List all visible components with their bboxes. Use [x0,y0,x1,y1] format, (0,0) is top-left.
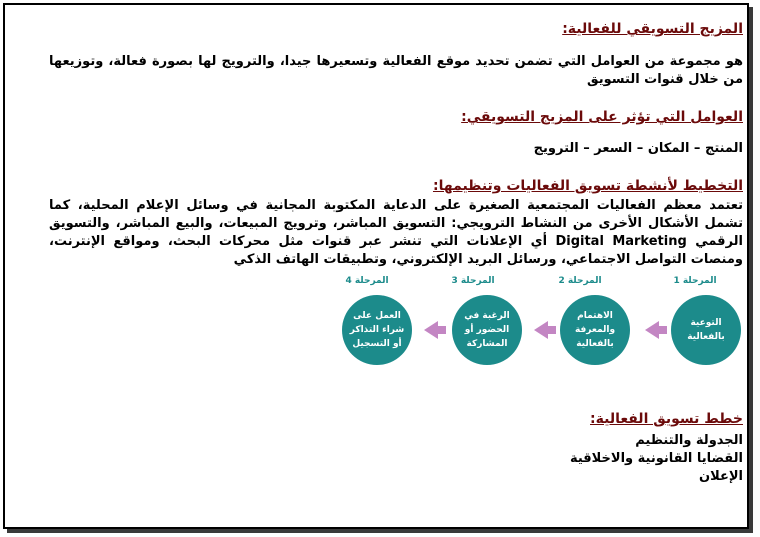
stage-3-circle: الرغبة في الحضور أو المشاركة [452,295,522,365]
factors-heading: العوامل التي تؤثر على المزيج التسويقي: [461,109,743,125]
arrow-icon [645,321,659,339]
stage-4-label: المرحلة 4 [345,276,389,286]
arrow-icon [534,321,548,339]
page-frame [3,3,749,529]
plans-item-1: الجدولة والتنظيم [635,433,743,448]
factors-list: المنتج – المكان – السعر – الترويج [533,141,743,156]
mix-heading: المزيج التسويقي للفعالية: [562,21,743,37]
arrow-icon [424,321,438,339]
planning-heading: التخطيط لأنشطة تسويق الفعاليات وتنظيمها: [432,178,743,194]
stage-1-circle: التوعية بالفعالية [671,295,741,365]
plans-item-2: القضايا القانونية والاخلاقية [569,451,743,466]
plans-item-3: الإعلان [699,469,743,484]
mix-definition: هو مجموعة من العوامل التي تضمن تحديد موقع الفعالية وتسعيرها جيدا، والترويج لها بصورة فعالة، وتوزيعها من خلال قنوات التسويق [49,54,743,87]
plans-heading: خطط تسويق الفعالية: [590,411,743,427]
stage-3-label: المرحلة 3 [451,276,495,286]
stage-2-label: المرحلة 2 [558,276,602,286]
stage-1-label: المرحلة 1 [673,276,717,286]
planning-paragraph: تعتمد معظم الفعاليات المجتمعية الصغيرة على الدعاية المكتوبة المجانية في وسائل الإعلام المحلية، كما تشمل الأشكال الأخرى من النشاط الترويجي: التسويق المباشر، وترويج المبيعات، والبيع المباشر، والتسويق الرقمي Digital Marketing أي الإعلانات التي تنشر عبر قنوات مثل محركات البحث، ومواقع الإنترنت، ومنصات التواصل الاجتماعي، ورسائل البريد الإلكتروني، وتطبيقات الهاتف الذكي [49,198,743,267]
stage-2-circle: الاهتمام والمعرفة بالفعالية [560,295,630,365]
stage-4-circle: العمل على شراء التذاكر أو التسجيل [342,295,412,365]
